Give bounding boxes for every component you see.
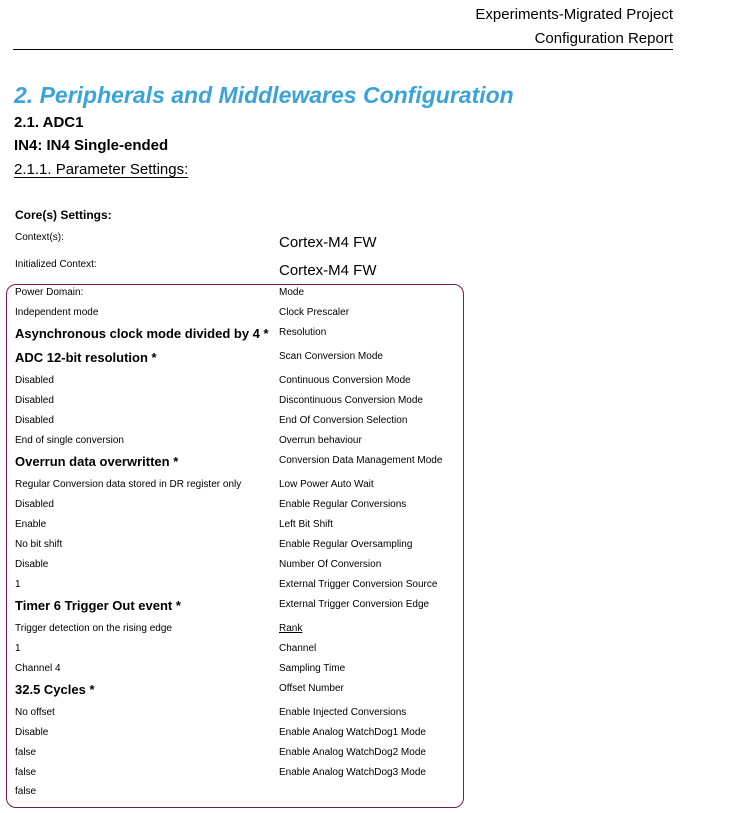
param-value: Timer 6 Trigger Out event *	[15, 598, 181, 613]
param-name: End Of Conversion Selection	[279, 415, 408, 426]
param-name: Rank	[279, 623, 303, 634]
param-name: Enable Analog WatchDog2 Mode	[279, 747, 426, 758]
param-name: External Trigger Conversion Edge	[279, 599, 430, 610]
param-value: false	[15, 767, 37, 778]
param-name: Enable Injected Conversions	[279, 707, 407, 718]
initialized-context-value: Cortex-M4 FW	[279, 262, 377, 279]
param-value: No offset	[15, 707, 55, 718]
param-value: Disabled	[15, 415, 54, 426]
core-settings-heading: Core(s) Settings:	[15, 208, 112, 222]
param-value: Disabled	[15, 499, 54, 510]
section-title: 2. Peripherals and Middlewares Configuration	[14, 82, 514, 108]
param-name: Low Power Auto Wait	[279, 479, 374, 490]
param-value: 1	[15, 643, 21, 654]
context-label: Context(s):	[15, 232, 64, 243]
param-name: Scan Conversion Mode	[279, 351, 383, 362]
param-value: 1	[15, 579, 21, 590]
param-value: Disable	[15, 727, 49, 738]
param-name: External Trigger Conversion Source	[279, 579, 438, 590]
param-name: Sampling Time	[279, 663, 346, 674]
param-value: Power Domain:	[15, 287, 84, 298]
param-name: Overrun behaviour	[279, 435, 362, 446]
param-value: Regular Conversion data stored in DR register only	[15, 479, 242, 490]
param-value: false	[15, 786, 37, 797]
param-name: Clock Prescaler	[279, 307, 350, 318]
param-value: Independent mode	[15, 307, 99, 318]
header-divider	[13, 49, 673, 50]
param-value: false	[15, 747, 37, 758]
param-name: Channel	[279, 643, 317, 654]
param-name: Enable Analog WatchDog3 Mode	[279, 767, 426, 778]
param-name: Offset Number	[279, 683, 344, 694]
report-project-name: Experiments-Migrated Project	[475, 6, 673, 23]
subsection-in4: IN4: IN4 Single-ended	[14, 137, 169, 154]
initialized-context-label: Initialized Context:	[15, 259, 97, 270]
param-name: Discontinuous Conversion Mode	[279, 395, 423, 406]
param-value: Disable	[15, 559, 49, 570]
param-name: Resolution	[279, 327, 327, 338]
param-value: 32.5 Cycles *	[15, 682, 95, 697]
param-name: Enable Analog WatchDog1 Mode	[279, 727, 426, 738]
param-value: Disabled	[15, 375, 54, 386]
param-name: Left Bit Shift	[279, 519, 333, 530]
context-value: Cortex-M4 FW	[279, 234, 377, 251]
param-name: Enable Regular Oversampling	[279, 539, 413, 550]
param-name: Conversion Data Management Mode	[279, 455, 443, 466]
param-value: Disabled	[15, 395, 54, 406]
param-value: Overrun data overwritten *	[15, 454, 179, 469]
param-value: Enable	[15, 519, 47, 530]
param-value: End of single conversion	[15, 435, 124, 446]
param-value: Trigger detection on the rising edge	[15, 623, 172, 634]
param-name: Number Of Conversion	[279, 559, 382, 570]
param-value: No bit shift	[15, 539, 63, 550]
param-value: Channel 4	[15, 663, 61, 674]
param-value: ADC 12-bit resolution *	[15, 350, 157, 365]
subsection-parameter-settings: 2.1.1. Parameter Settings:	[14, 161, 189, 178]
param-name: Mode	[279, 287, 305, 298]
param-name: Continuous Conversion Mode	[279, 375, 411, 386]
param-name: Enable Regular Conversions	[279, 499, 407, 510]
subsection-adc1: 2.1. ADC1	[14, 114, 84, 131]
param-value: Asynchronous clock mode divided by 4 *	[15, 326, 269, 341]
report-title: Configuration Report	[534, 30, 673, 47]
